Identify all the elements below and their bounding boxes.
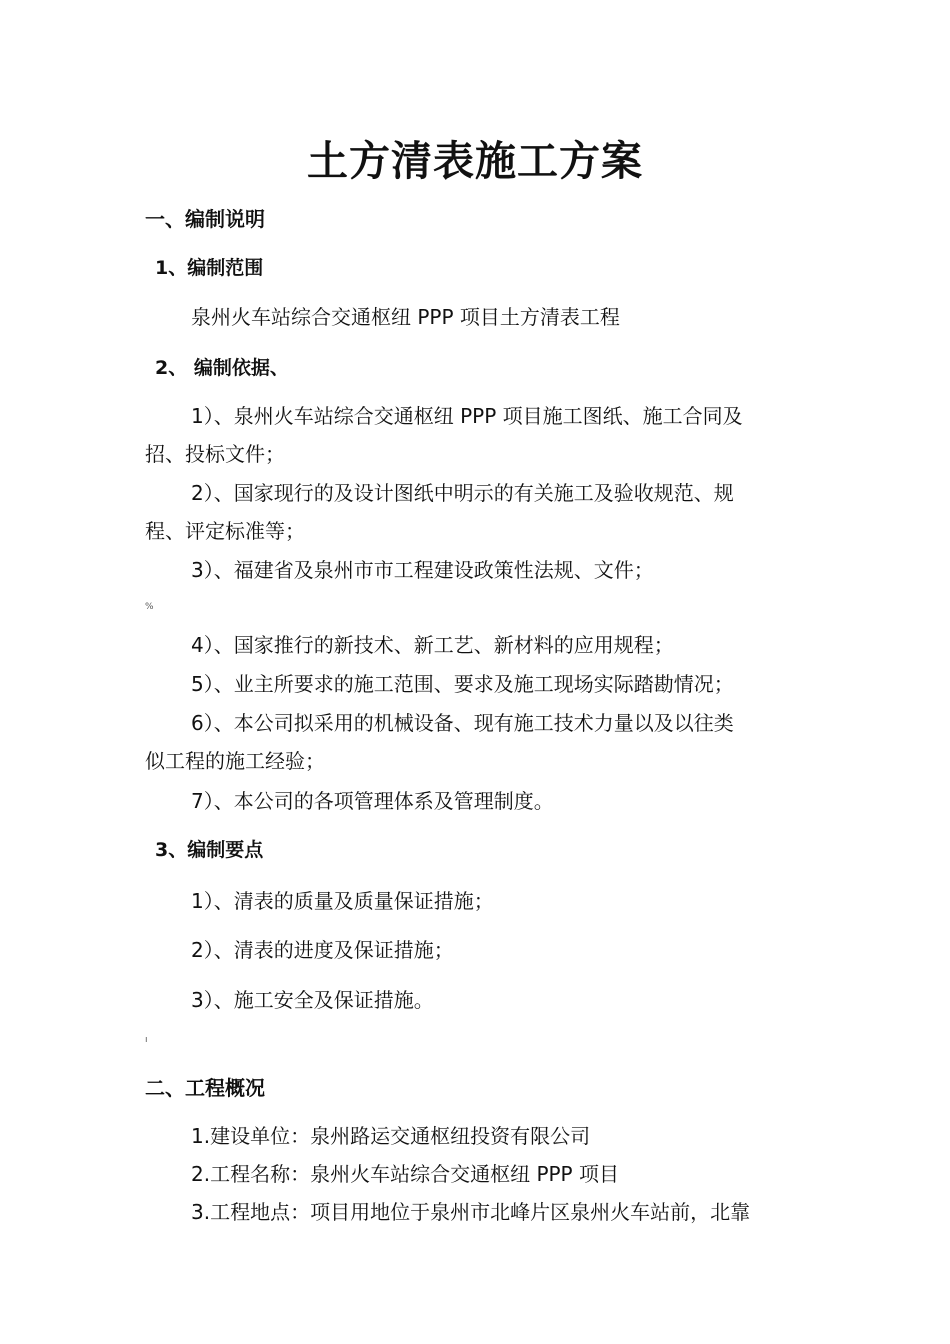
subsection-heading-basis: 2、 编制依据、 [155,357,289,379]
basis-item-2-line-1: 2）、国家现行的及设计图纸中明示的有关施工及验收规范、规 [191,481,734,505]
basis-item-2-line-2: 程、评定标准等； [145,519,305,543]
basis-item-7: 7）、本公司的各项管理体系及管理制度。 [191,789,554,813]
basis-item-1-line-1: 1）、泉州火车站综合交通枢纽 PPP 项目施工图纸、施工合同及 [191,404,743,428]
points-item-1: 1）、清表的质量及质量保证措施； [191,889,494,913]
stray-mark: ı [145,1035,148,1045]
basis-item-6-line-1: 6）、本公司拟采用的机械设备、现有施工技术力量以及以往类 [191,711,734,735]
basis-item-1-line-2: 招、投标文件； [145,442,285,466]
scope-text: 泉州火车站综合交通枢纽 PPP 项目土方清表工程 [191,305,620,329]
document-title: 土方清表施工方案 [307,137,643,185]
section-heading-2: 二、工程概况 [145,1076,265,1100]
overview-item-2: 2.工程名称：泉州火车站综合交通枢纽 PPP 项目 [191,1162,619,1186]
overview-item-3: 3.工程地点：项目用地位于泉州市北峰片区泉州火车站前，北靠 [191,1200,751,1224]
section-heading-1: 一、编制说明 [145,207,265,231]
basis-item-4: 4）、国家推行的新技术、新工艺、新材料的应用规程； [191,633,674,657]
overview-item-1: 1.建设单位：泉州路运交通枢纽投资有限公司 [191,1124,591,1148]
points-item-3: 3）、施工安全及保证措施。 [191,988,434,1012]
subsection-heading-scope: 1、编制范围 [155,257,264,279]
basis-item-6-line-2: 似工程的施工经验； [145,749,325,773]
basis-item-5: 5）、业主所要求的施工范围、要求及施工现场实际踏勘情况； [191,672,734,696]
stray-mark: % [145,602,154,612]
basis-item-3: 3）、福建省及泉州市市工程建设政策性法规、文件； [191,558,654,582]
subsection-heading-points: 3、编制要点 [155,839,264,861]
points-item-2: 2）、清表的进度及保证措施； [191,938,454,962]
